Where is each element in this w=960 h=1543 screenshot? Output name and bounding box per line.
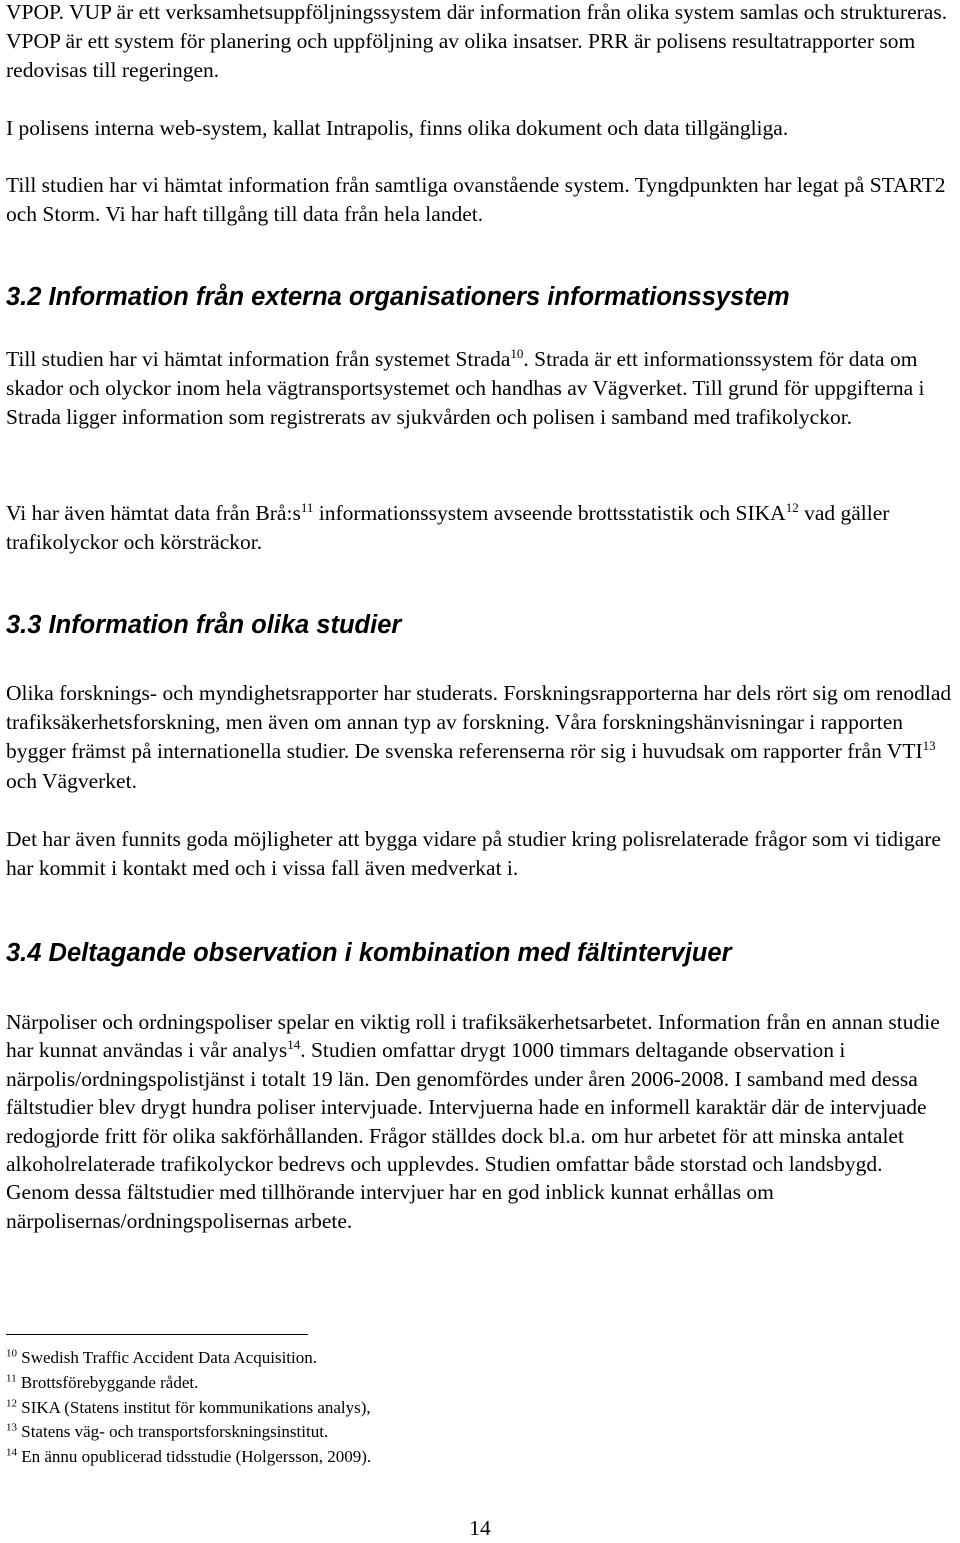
paragraph-strada-text-b: . Strada är ett informationssystem för data om skador och olyckor inom hela vägtransportsystemet och handhas av Vägverket. Till grund för uppgifterna i Strada ligger information som registrerats av sjukvården och polisen i samband med trafikolyckor.: [6, 347, 925, 430]
paragraph-previous-studies: Det har även funnits goda möjligheter att bygga vidare på studier kring polisrelaterade frågor som vi tidigare har kommit i kontakt med och i vissa fall även medverkat i.: [6, 827, 941, 881]
heading-3-4: 3.4 Deltagande observation i kombination med fältintervjuer: [6, 939, 732, 967]
paragraph-strada: [6, 345, 954, 433]
footnote-number: 14: [6, 1446, 17, 1459]
paragraph-observation: [6, 1008, 946, 1235]
footnote-ref-10: 10: [510, 345, 524, 361]
paragraph-research-reports: [6, 679, 954, 796]
footnotes: [6, 1346, 946, 1470]
footnote-text: SIKA (Statens institut för kommunikations analys),: [17, 1397, 371, 1417]
footnote-ref-14: 14: [287, 1037, 301, 1053]
footnote-ref-11: 11: [300, 499, 314, 515]
paragraph-research-text-b: referenserna rör sig i huvudsak om rapporter från VTI: [458, 739, 923, 764]
footnote-13: [6, 1420, 946, 1445]
paragraph-observation-text-b: . Studien omfattar drygt 1000 timmars deltagande observation i närpolis/ordningspolistjänst i totalt 19 län. Den genomfördes under åren 2006-2008. I samband med dessa fältstudier blev drygt hundra poliser intervjuade. Intervjuerna hade en informell karaktär där de intervjuade redogjorde fritt för olika sakförhållanden. Frågor ställdes dock bl.a. om hur arbetet för att minska antalet alkoholrelaterade trafikolyckor bedrevs och upplevdes. Studien omfattar både storstad och landsbygd. Genom dessa fältstudier med tillhörande intervjuer har en god inblick kunnat erhållas om närpolisernas/ordningspolisernas arbete.: [6, 1038, 927, 1233]
footnote-11: [6, 1371, 946, 1396]
paragraph-bra-text-c: vad gäller trafikolyckor och körsträckor.: [6, 501, 890, 555]
paragraph-systems-vpop: VPOP. VUP är ett verksamhetsuppföljningssystem där information från olika system samlas och struktureras. VPOP är ett system för planering och uppföljning av olika insatser. PRR är polisens resultatrapporter som redovisas till regeringen.: [6, 0, 948, 83]
page-number: 14: [469, 1516, 491, 1540]
footnote-ref-13: 13: [922, 738, 936, 754]
footnote-separator: [6, 1334, 308, 1335]
footnote-ref-12: 12: [785, 499, 799, 515]
footnote-number: 13: [6, 1421, 17, 1434]
footnote-text: Statens väg- och transportsforskningsinstitut.: [17, 1422, 329, 1442]
paragraph-intrapolis: I polisens interna web-system, kallat Intrapolis, finns olika dokument och data tillgängliga.: [6, 116, 789, 140]
footnote-text: Swedish Traffic Accident Data Acquisition.: [17, 1348, 317, 1367]
paragraph-research-text-a: Olika forsknings- och myndighetsrapporter har studerats. Forskningsrapporterna har dels rört sig om renodlad trafiksäkerhetsforskning, men även om annan typ av forskning. Våra forskningshänvisningar i rapporten bygger främst på internationella studier. De svenska: [6, 681, 952, 764]
footnote-14: [6, 1445, 946, 1470]
paragraph-observation-text-a: Närpoliser och ordningspoliser spelar en viktig roll i trafiksäkerhetsarbetet. Information från en annan studie har kunnat användas i vår analys: [6, 1010, 940, 1063]
footnote-text: En ännu opublicerad tidsstudie (Holgersson, 2009).: [17, 1447, 372, 1467]
paragraph-strada-text-a: Till studien har vi hämtat information från systemet Strada: [6, 347, 511, 371]
heading-3-3: 3.3 Information från olika studier: [6, 611, 402, 639]
footnote-number: 11: [6, 1372, 17, 1385]
footnote-12: [6, 1396, 946, 1421]
paragraph-study-sources: Till studien har vi hämtat information från samtliga ovanstående system. Tyngdpunkten har legat på START2 och Storm. Vi har haft tillgång till data från hela landet.: [6, 173, 946, 227]
paragraph-bra-text-a: Vi har även hämtat data från Brå:s: [6, 501, 301, 525]
paragraph-bra-text-b: informationssystem avseende brottsstatistik och SIKA: [313, 501, 786, 525]
footnote-number: 12: [6, 1396, 17, 1409]
heading-3-2: 3.2 Information från externa organisationers informationssystem: [6, 283, 790, 311]
paragraph-research-text-c: och Vägverket.: [6, 768, 137, 793]
footnote-10: [6, 1346, 946, 1371]
footnote-text: Brottsförebyggande rådet.: [16, 1372, 199, 1392]
paragraph-bra-sika: [6, 499, 954, 557]
footnote-number: 10: [6, 1347, 17, 1360]
